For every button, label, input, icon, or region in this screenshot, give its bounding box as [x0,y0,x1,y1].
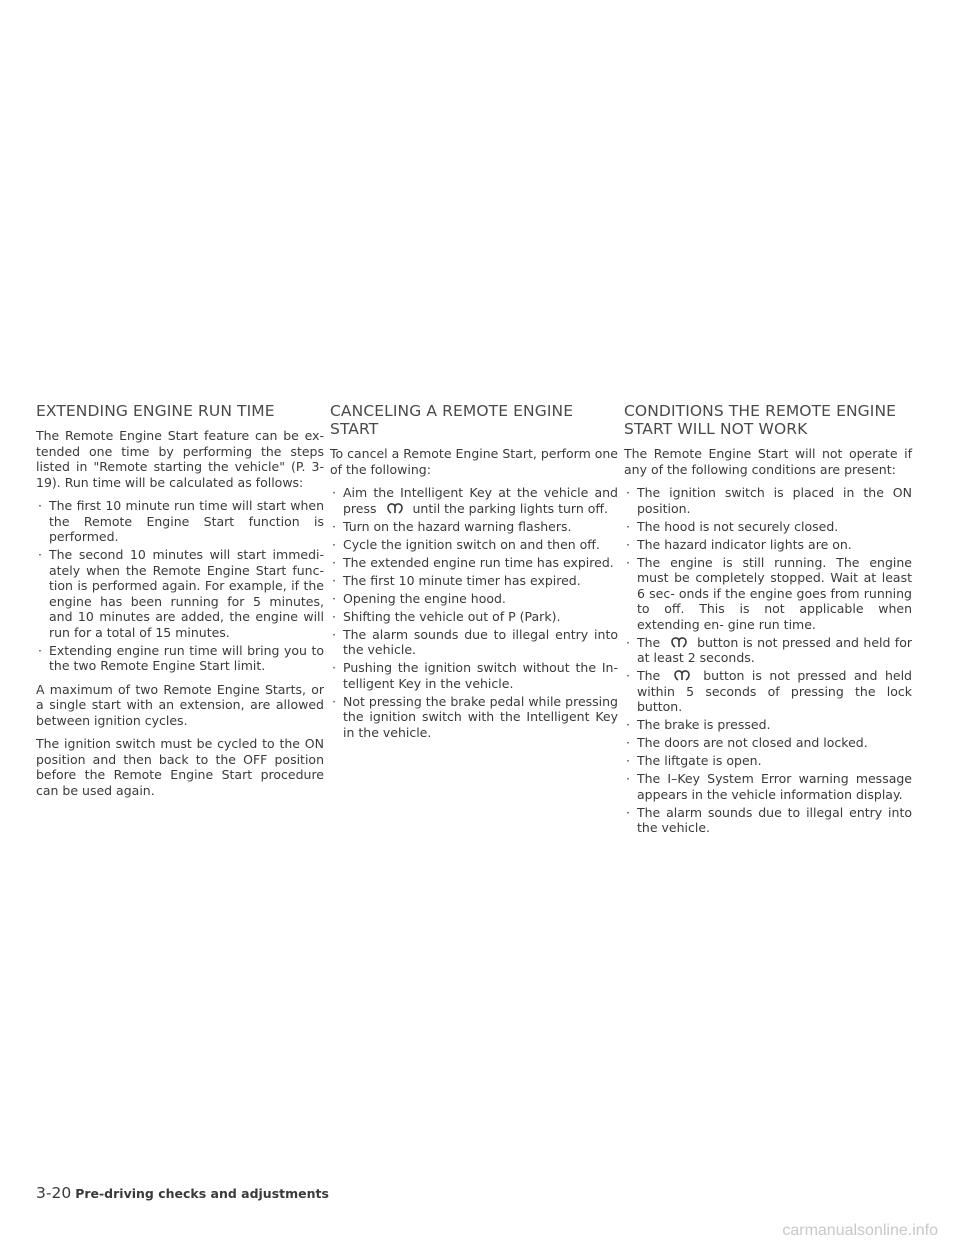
list-item: · The first 10 minute run time will start when the Remote Engine Start function is performed. [36,498,324,545]
list-item-text: until the parking lights turn off. [412,500,608,516]
remote-start-icon [383,502,407,515]
list-item-text: Aim the Intelligent Key at the vehicle and press [343,485,618,516]
list-item: · The second 10 minutes will start immedi- ately when the Remote Engine Start func- tion is performed again. For example, if the engine has been running for 5 minutes, and 10 minutes are added, the engine will run for a total of 15 minutes. [36,547,324,640]
list-item-text: button is not pressed and held within 5 seconds of pressing the lock button. [637,668,912,714]
watermark: carmanualsonline.info [782,1222,938,1239]
list-item: · Opening the engine hood. [330,591,618,607]
paragraph-ignition-cycle: The ignition switch must be cycled to the ON position and then back to the OFF position before the Remote Engine Start procedure can be used again. [36,736,324,798]
list-item-text: The [637,668,661,683]
list-item: · The alarm sounds due to illegal entry into the vehicle. [330,627,618,658]
list-item: · The doors are not closed and locked. [624,735,912,751]
column-extending-run-time [36,402,324,806]
list-item: · Pushing the ignition switch without the In- telligent Key in the vehicle. [330,660,618,691]
list-item: · The brake is pressed. [624,717,912,733]
list-item: · Turn on the hazard warning flashers. [330,519,618,535]
list-item [624,668,912,715]
list-item: · The hazard indicator lights are on. [624,537,912,553]
column-conditions-not-work [624,402,912,844]
heading-canceling-remote-engine-start: CANCELING A REMOTE ENGINE START [330,402,574,438]
bullet-list [36,498,324,674]
list-item: · The hood is not securely closed. [624,519,912,535]
list-item-text: button is not pressed and held for at least 2 seconds. [637,634,912,665]
paragraph-intro: The Remote Engine Start feature can be ex- tended one time by performing the steps listed in "Remote starting the vehicle" (P. 3-19). Run time will be calculated as follows: [36,428,324,490]
bullet-list [624,485,912,836]
list-item: · The I–Key System Error warning message appears in the vehicle information display. [624,771,912,802]
bullet-list [330,485,618,740]
list-item: · The extended engine run time has expired. [330,555,618,571]
list-item: · The engine is still running. The engine must be completely stopped. Wait at least 6 sec- onds if the engine goes from running to off. This is not applicable when extending en- gine run time. [624,555,912,633]
list-item: · Not pressing the brake pedal while pressing the ignition switch with the Intelligent Key in the vehicle. [330,694,618,741]
section-title: Pre-driving checks and adjustments [75,1186,329,1201]
column-canceling-remote-start [330,402,618,748]
list-item: · The liftgate is open. [624,753,912,769]
list-item: · The ignition switch is placed in the ON position. [624,485,912,516]
list-item: · The alarm sounds due to illegal entry into the vehicle. [624,805,912,836]
paragraph-intro: The Remote Engine Start will not operate if any of the following conditions are present: [624,446,912,477]
heading-extending-engine-run-time: EXTENDING ENGINE RUN TIME [36,402,275,420]
page-footer [36,1184,329,1202]
list-item: · Extending engine run time will bring you to the two Remote Engine Start limit. [36,643,324,674]
paragraph-max-starts: A maximum of two Remote Engine Starts, or a single start with an extension, are allowed between ignition cycles. [36,681,324,728]
remote-start-icon [670,669,694,682]
list-item: · Cycle the ignition switch on and then off. [330,537,618,553]
list-item: · Shifting the vehicle out of P (Park). [330,609,618,625]
heading-conditions-remote-start-not-work: CONDITIONS THE REMOTE ENGINE START WILL NOT WORK [624,402,897,438]
list-item [624,635,912,666]
list-item: · The first 10 minute timer has expired. [330,573,618,589]
list-item [330,485,618,516]
remote-start-icon [667,636,691,649]
paragraph-intro: To cancel a Remote Engine Start, perform one of the following: [330,446,618,477]
page-number: 3-20 [36,1184,72,1202]
list-item-text: The [637,634,661,650]
